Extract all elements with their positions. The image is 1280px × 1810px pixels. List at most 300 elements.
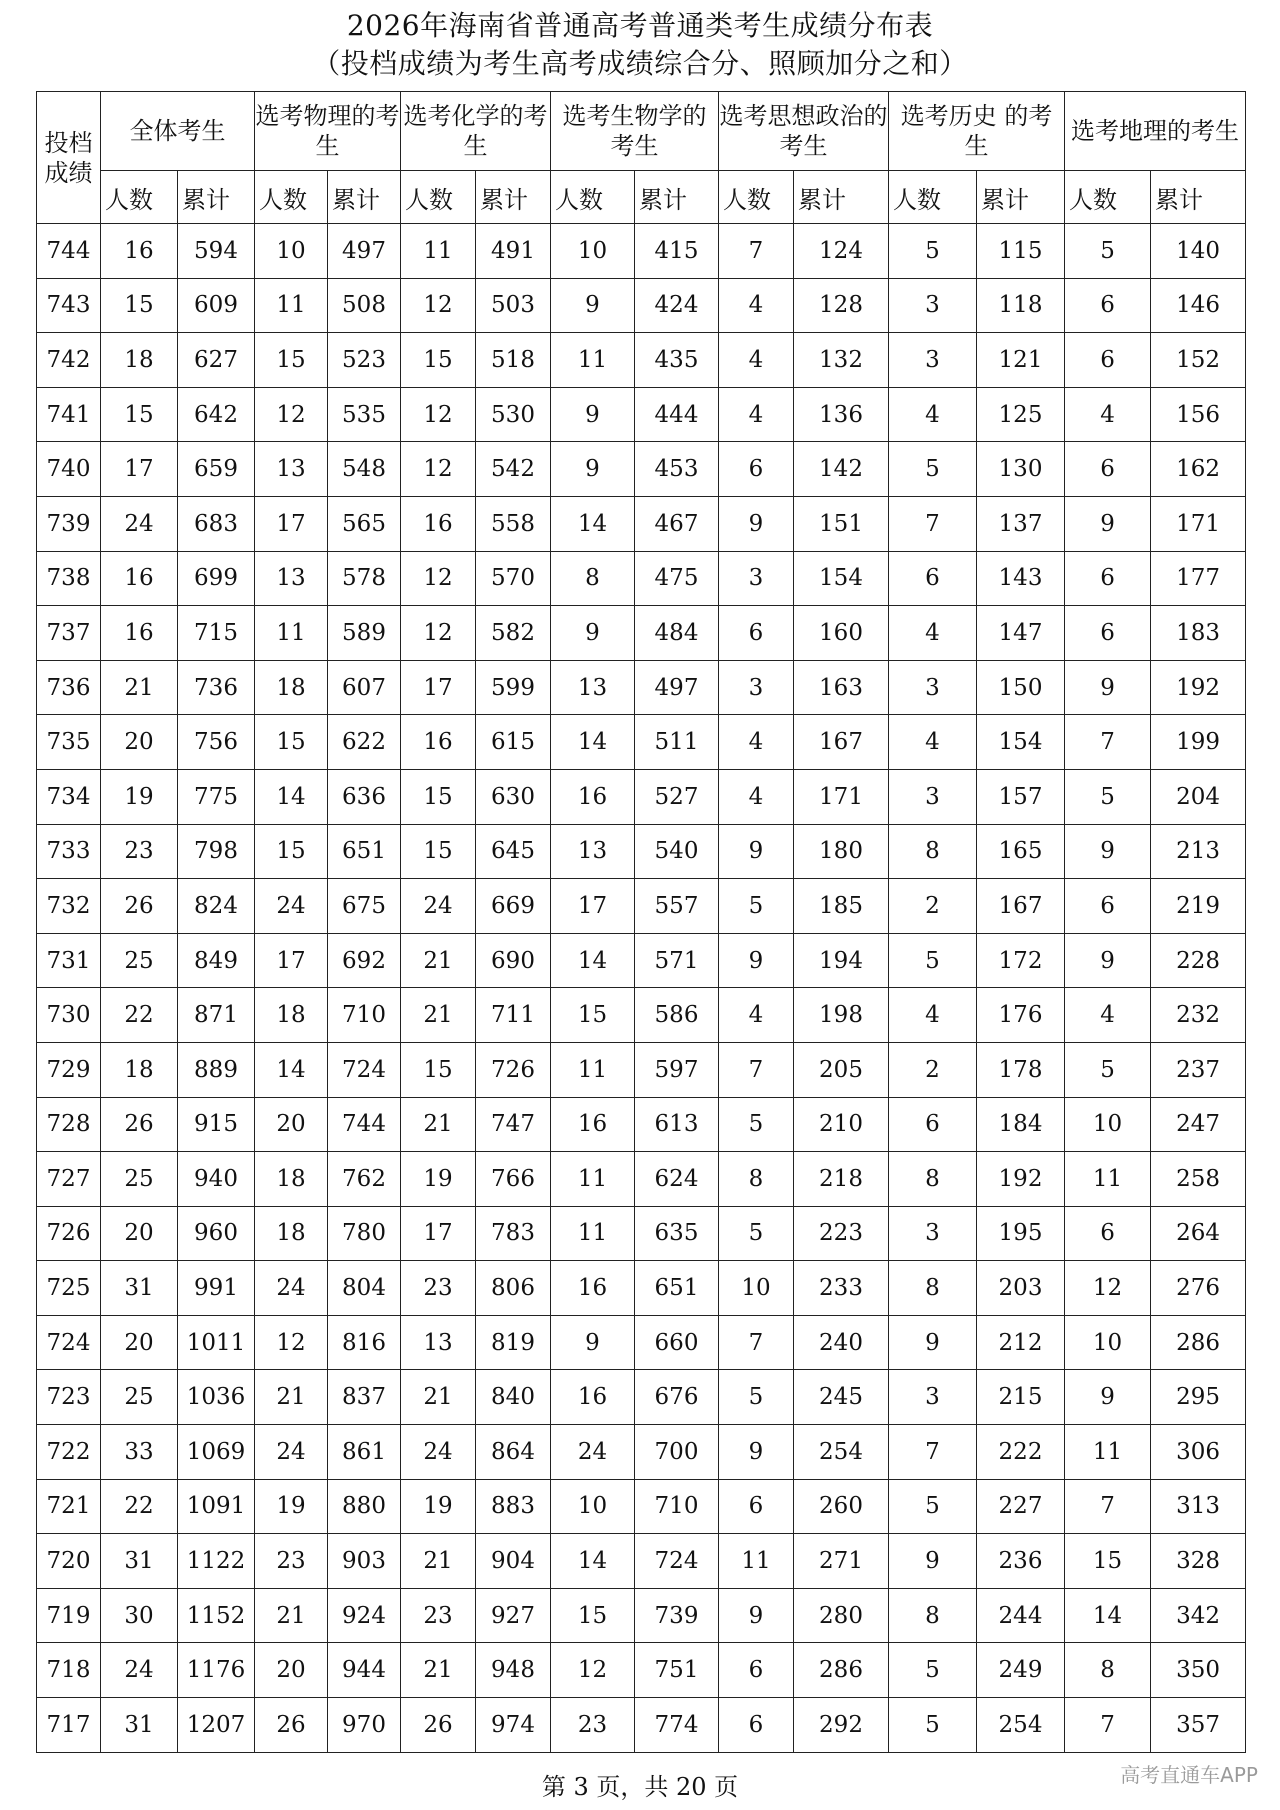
table-cell: 739	[635, 1588, 719, 1643]
table-cell: 523	[328, 333, 401, 388]
table-cell: 24	[551, 1425, 635, 1480]
table-cell: 849	[178, 933, 255, 988]
table-cell: 736	[178, 660, 255, 715]
table-cell: 23	[551, 1698, 635, 1753]
table-cell: 236	[977, 1534, 1065, 1589]
table-cell: 8	[889, 1588, 977, 1643]
table-row	[37, 988, 1246, 1043]
table-cell: 775	[178, 769, 255, 824]
table-cell: 548	[328, 442, 401, 497]
table-cell: 804	[328, 1261, 401, 1316]
table-cell: 9	[719, 1588, 794, 1643]
table-cell: 245	[794, 1370, 889, 1425]
table-row	[37, 1698, 1246, 1753]
table-cell: 503	[476, 278, 551, 333]
table-cell: 11	[551, 1152, 635, 1207]
score-cell: 720	[37, 1534, 101, 1589]
table-cell: 8	[889, 1261, 977, 1316]
table-cell: 710	[635, 1479, 719, 1534]
table-cell: 136	[794, 387, 889, 442]
table-cell: 636	[328, 769, 401, 824]
table-cell: 132	[794, 333, 889, 388]
table-cell: 8	[889, 1152, 977, 1207]
table-cell: 622	[328, 715, 401, 770]
table-cell: 565	[328, 496, 401, 551]
table-cell: 10	[551, 1479, 635, 1534]
table-cell: 14	[1065, 1588, 1151, 1643]
cumulative-header: 累计	[794, 171, 889, 224]
table-row	[37, 551, 1246, 606]
count-header: 人数	[719, 171, 794, 224]
table-row	[37, 387, 1246, 442]
table-cell: 497	[328, 224, 401, 279]
table-cell: 21	[255, 1370, 328, 1425]
table-cell: 146	[1151, 278, 1246, 333]
score-cell: 732	[37, 879, 101, 934]
table-cell: 615	[476, 715, 551, 770]
table-row	[37, 1042, 1246, 1097]
table-cell: 15	[401, 769, 476, 824]
table-cell: 15	[101, 387, 178, 442]
table-cell: 19	[255, 1479, 328, 1534]
table-cell: 172	[977, 933, 1065, 988]
score-distribution-table	[36, 91, 1246, 1753]
table-cell: 435	[635, 333, 719, 388]
table-cell: 635	[635, 1206, 719, 1261]
table-cell: 18	[101, 333, 178, 388]
table-cell: 960	[178, 1206, 255, 1261]
table-cell: 5	[719, 1370, 794, 1425]
table-cell: 453	[635, 442, 719, 497]
table-row	[37, 606, 1246, 661]
table-cell: 475	[635, 551, 719, 606]
table-cell: 14	[255, 769, 328, 824]
table-cell: 184	[977, 1097, 1065, 1152]
table-cell: 13	[401, 1315, 476, 1370]
table-cell: 10	[719, 1261, 794, 1316]
table-cell: 24	[401, 1425, 476, 1480]
table-cell: 357	[1151, 1698, 1246, 1753]
table-cell: 15	[401, 333, 476, 388]
table-cell: 15	[101, 278, 178, 333]
table-cell: 12	[255, 1315, 328, 1370]
table-cell: 11	[551, 1206, 635, 1261]
table-cell: 711	[476, 988, 551, 1043]
table-row	[37, 1425, 1246, 1480]
table-cell: 415	[635, 224, 719, 279]
table-cell: 21	[401, 1643, 476, 1698]
table-row	[37, 1370, 1246, 1425]
table-cell: 160	[794, 606, 889, 661]
table-cell: 6	[719, 1479, 794, 1534]
table-cell: 774	[635, 1698, 719, 1753]
table-row	[37, 933, 1246, 988]
table-cell: 883	[476, 1479, 551, 1534]
table-cell: 260	[794, 1479, 889, 1534]
score-cell: 735	[37, 715, 101, 770]
table-cell: 210	[794, 1097, 889, 1152]
table-cell: 15	[551, 988, 635, 1043]
table-cell: 10	[1065, 1315, 1151, 1370]
table-cell: 5	[719, 1206, 794, 1261]
table-cell: 26	[255, 1698, 328, 1753]
table-cell: 192	[1151, 660, 1246, 715]
table-cell: 24	[101, 496, 178, 551]
table-cell: 597	[635, 1042, 719, 1097]
table-cell: 4	[889, 606, 977, 661]
table-cell: 11	[255, 278, 328, 333]
table-cell: 4	[719, 715, 794, 770]
table-cell: 15	[255, 333, 328, 388]
table-cell: 118	[977, 278, 1065, 333]
table-cell: 215	[977, 1370, 1065, 1425]
table-cell: 491	[476, 224, 551, 279]
table-cell: 10	[255, 224, 328, 279]
table-cell: 7	[889, 496, 977, 551]
table-cell: 24	[255, 1425, 328, 1480]
table-cell: 247	[1151, 1097, 1246, 1152]
table-cell: 582	[476, 606, 551, 661]
table-cell: 12	[255, 387, 328, 442]
table-cell: 683	[178, 496, 255, 551]
table-cell: 11	[551, 1042, 635, 1097]
table-cell: 766	[476, 1152, 551, 1207]
table-cell: 228	[1151, 933, 1246, 988]
table-cell: 203	[977, 1261, 1065, 1316]
table-cell: 1091	[178, 1479, 255, 1534]
table-cell: 724	[635, 1534, 719, 1589]
table-cell: 23	[101, 824, 178, 879]
score-cell: 738	[37, 551, 101, 606]
table-cell: 5	[719, 1097, 794, 1152]
table-cell: 1152	[178, 1588, 255, 1643]
count-header: 人数	[255, 171, 328, 224]
table-cell: 630	[476, 769, 551, 824]
table-cell: 9	[551, 387, 635, 442]
table-cell: 751	[635, 1643, 719, 1698]
table-cell: 5	[889, 1479, 977, 1534]
table-cell: 11	[1065, 1425, 1151, 1480]
table-cell: 20	[255, 1097, 328, 1152]
table-cell: 903	[328, 1534, 401, 1589]
table-cell: 497	[635, 660, 719, 715]
cumulative-header: 累计	[476, 171, 551, 224]
table-cell: 151	[794, 496, 889, 551]
table-cell: 24	[255, 879, 328, 934]
table-cell: 880	[328, 1479, 401, 1534]
table-cell: 16	[551, 769, 635, 824]
score-cell: 731	[37, 933, 101, 988]
table-cell: 4	[1065, 387, 1151, 442]
table-cell: 747	[476, 1097, 551, 1152]
table-cell: 9	[551, 278, 635, 333]
table-cell: 535	[328, 387, 401, 442]
cumulative-header: 累计	[977, 171, 1065, 224]
table-cell: 167	[977, 879, 1065, 934]
cumulative-header: 累计	[635, 171, 719, 224]
count-header: 人数	[551, 171, 635, 224]
table-cell: 15	[1065, 1534, 1151, 1589]
table-cell: 143	[977, 551, 1065, 606]
table-cell: 16	[551, 1370, 635, 1425]
table-cell: 1011	[178, 1315, 255, 1370]
count-header: 人数	[101, 171, 178, 224]
table-cell: 6	[889, 551, 977, 606]
table-cell: 306	[1151, 1425, 1246, 1480]
table-cell: 8	[551, 551, 635, 606]
table-cell: 5	[889, 224, 977, 279]
table-cell: 798	[178, 824, 255, 879]
table-cell: 944	[328, 1643, 401, 1698]
table-cell: 6	[1065, 1206, 1151, 1261]
table-row	[37, 224, 1246, 279]
table-row	[37, 824, 1246, 879]
table-cell: 23	[401, 1261, 476, 1316]
table-cell: 194	[794, 933, 889, 988]
table-cell: 26	[101, 1097, 178, 1152]
table-cell: 152	[1151, 333, 1246, 388]
table-cell: 578	[328, 551, 401, 606]
table-cell: 254	[794, 1425, 889, 1480]
table-cell: 690	[476, 933, 551, 988]
table-cell: 157	[977, 769, 1065, 824]
table-row	[37, 442, 1246, 497]
table-cell: 150	[977, 660, 1065, 715]
score-cell: 718	[37, 1643, 101, 1698]
table-cell: 12	[1065, 1261, 1151, 1316]
table-cell: 233	[794, 1261, 889, 1316]
table-cell: 6	[1065, 879, 1151, 934]
table-cell: 530	[476, 387, 551, 442]
score-cell: 740	[37, 442, 101, 497]
table-cell: 762	[328, 1152, 401, 1207]
table-cell: 16	[401, 715, 476, 770]
table-cell: 25	[101, 1370, 178, 1425]
table-row	[37, 1643, 1246, 1698]
table-cell: 213	[1151, 824, 1246, 879]
table-cell: 806	[476, 1261, 551, 1316]
table-cell: 19	[401, 1152, 476, 1207]
table-cell: 3	[889, 1370, 977, 1425]
table-cell: 609	[178, 278, 255, 333]
score-cell: 723	[37, 1370, 101, 1425]
table-cell: 24	[255, 1261, 328, 1316]
table-cell: 645	[476, 824, 551, 879]
table-cell: 17	[255, 933, 328, 988]
table-cell: 589	[328, 606, 401, 661]
table-cell: 128	[794, 278, 889, 333]
table-cell: 927	[476, 1588, 551, 1643]
table-cell: 9	[1065, 496, 1151, 551]
table-cell: 154	[794, 551, 889, 606]
table-cell: 5	[1065, 224, 1151, 279]
table-cell: 11	[551, 333, 635, 388]
group-header-history: 选考历史 的考生	[889, 92, 1065, 171]
table-cell: 12	[401, 606, 476, 661]
table-cell: 264	[1151, 1206, 1246, 1261]
table-cell: 6	[719, 442, 794, 497]
table-cell: 783	[476, 1206, 551, 1261]
table-cell: 9	[719, 824, 794, 879]
table-cell: 130	[977, 442, 1065, 497]
table-cell: 915	[178, 1097, 255, 1152]
table-cell: 17	[255, 496, 328, 551]
table-cell: 715	[178, 606, 255, 661]
score-cell: 730	[37, 988, 101, 1043]
table-cell: 484	[635, 606, 719, 661]
table-cell: 13	[255, 442, 328, 497]
table-cell: 819	[476, 1315, 551, 1370]
table-cell: 286	[794, 1643, 889, 1698]
table-cell: 31	[101, 1261, 178, 1316]
table-cell: 970	[328, 1698, 401, 1753]
table-cell: 6	[719, 1643, 794, 1698]
table-cell: 16	[101, 551, 178, 606]
table-cell: 195	[977, 1206, 1065, 1261]
table-cell: 17	[101, 442, 178, 497]
table-cell: 6	[1065, 606, 1151, 661]
table-cell: 17	[551, 879, 635, 934]
score-cell: 717	[37, 1698, 101, 1753]
table-cell: 21	[401, 1097, 476, 1152]
table-cell: 7	[719, 224, 794, 279]
table-cell: 183	[1151, 606, 1246, 661]
table-row	[37, 333, 1246, 388]
table-cell: 3	[889, 1206, 977, 1261]
table-cell: 137	[977, 496, 1065, 551]
header-row-sub	[37, 171, 1246, 224]
table-cell: 540	[635, 824, 719, 879]
table-cell: 424	[635, 278, 719, 333]
table-cell: 163	[794, 660, 889, 715]
table-cell: 1176	[178, 1643, 255, 1698]
table-cell: 23	[401, 1588, 476, 1643]
table-cell: 258	[1151, 1152, 1246, 1207]
table-cell: 121	[977, 333, 1065, 388]
table-cell: 22	[101, 1479, 178, 1534]
table-cell: 7	[1065, 715, 1151, 770]
table-cell: 295	[1151, 1370, 1246, 1425]
table-cell: 11	[1065, 1152, 1151, 1207]
score-cell: 719	[37, 1588, 101, 1643]
table-cell: 249	[977, 1643, 1065, 1698]
table-cell: 271	[794, 1534, 889, 1589]
table-cell: 176	[977, 988, 1065, 1043]
table-cell: 12	[401, 387, 476, 442]
table-cell: 904	[476, 1534, 551, 1589]
watermark-text: 高考直通车APP	[1120, 1763, 1258, 1787]
table-cell: 25	[101, 933, 178, 988]
table-cell: 22	[101, 988, 178, 1043]
table-cell: 18	[255, 1152, 328, 1207]
table-cell: 5	[889, 442, 977, 497]
table-cell: 1069	[178, 1425, 255, 1480]
cumulative-header: 累计	[1151, 171, 1246, 224]
table-cell: 991	[178, 1261, 255, 1316]
table-cell: 4	[719, 278, 794, 333]
table-cell: 15	[401, 824, 476, 879]
table-cell: 156	[1151, 387, 1246, 442]
table-cell: 5	[1065, 769, 1151, 824]
table-cell: 2	[889, 879, 977, 934]
table-row	[37, 1588, 1246, 1643]
table-cell: 21	[255, 1588, 328, 1643]
table-cell: 198	[794, 988, 889, 1043]
table-cell: 142	[794, 442, 889, 497]
table-cell: 8	[889, 824, 977, 879]
table-cell: 13	[551, 660, 635, 715]
table-cell: 5	[1065, 1042, 1151, 1097]
group-header-all: 全体考生	[101, 92, 255, 171]
table-cell: 16	[401, 496, 476, 551]
table-row	[37, 278, 1246, 333]
table-cell: 5	[889, 933, 977, 988]
table-cell: 586	[635, 988, 719, 1043]
table-cell: 14	[551, 1534, 635, 1589]
cumulative-header: 累计	[328, 171, 401, 224]
table-cell: 4	[719, 387, 794, 442]
table-cell: 444	[635, 387, 719, 442]
group-header-chemistry: 选考化学的考生	[401, 92, 551, 171]
table-cell: 350	[1151, 1643, 1246, 1698]
score-cell: 729	[37, 1042, 101, 1097]
table-cell: 15	[255, 715, 328, 770]
table-cell: 651	[328, 824, 401, 879]
table-cell: 7	[719, 1042, 794, 1097]
table-cell: 599	[476, 660, 551, 715]
table-cell: 212	[977, 1315, 1065, 1370]
table-cell: 185	[794, 879, 889, 934]
table-cell: 2	[889, 1042, 977, 1097]
table-cell: 17	[401, 660, 476, 715]
page-title: 2026年海南省普通高考普通类考生成绩分布表	[346, 9, 934, 42]
table-cell: 178	[977, 1042, 1065, 1097]
table-cell: 16	[101, 224, 178, 279]
table-cell: 21	[401, 1534, 476, 1589]
table-cell: 699	[178, 551, 255, 606]
table-cell: 824	[178, 879, 255, 934]
table-cell: 940	[178, 1152, 255, 1207]
count-header: 人数	[401, 171, 476, 224]
table-cell: 8	[1065, 1643, 1151, 1698]
table-cell: 9	[719, 1425, 794, 1480]
table-cell: 642	[178, 387, 255, 442]
table-cell: 18	[255, 988, 328, 1043]
table-cell: 624	[635, 1152, 719, 1207]
table-cell: 3	[719, 551, 794, 606]
count-header: 人数	[1065, 171, 1151, 224]
table-cell: 948	[476, 1643, 551, 1698]
score-cell: 728	[37, 1097, 101, 1152]
table-cell: 660	[635, 1315, 719, 1370]
table-cell: 1207	[178, 1698, 255, 1753]
table-cell: 254	[977, 1698, 1065, 1753]
table-cell: 15	[551, 1588, 635, 1643]
table-cell: 11	[719, 1534, 794, 1589]
table-cell: 4	[889, 715, 977, 770]
table-cell: 115	[977, 224, 1065, 279]
table-cell: 627	[178, 333, 255, 388]
table-cell: 20	[101, 715, 178, 770]
table-cell: 3	[889, 769, 977, 824]
table-cell: 726	[476, 1042, 551, 1097]
table-cell: 18	[101, 1042, 178, 1097]
table-cell: 6	[1065, 442, 1151, 497]
table-cell: 240	[794, 1315, 889, 1370]
table-cell: 14	[551, 715, 635, 770]
table-cell: 871	[178, 988, 255, 1043]
page-subtitle: （投档成绩为考生高考成绩综合分、照顾加分之和）	[312, 47, 968, 80]
